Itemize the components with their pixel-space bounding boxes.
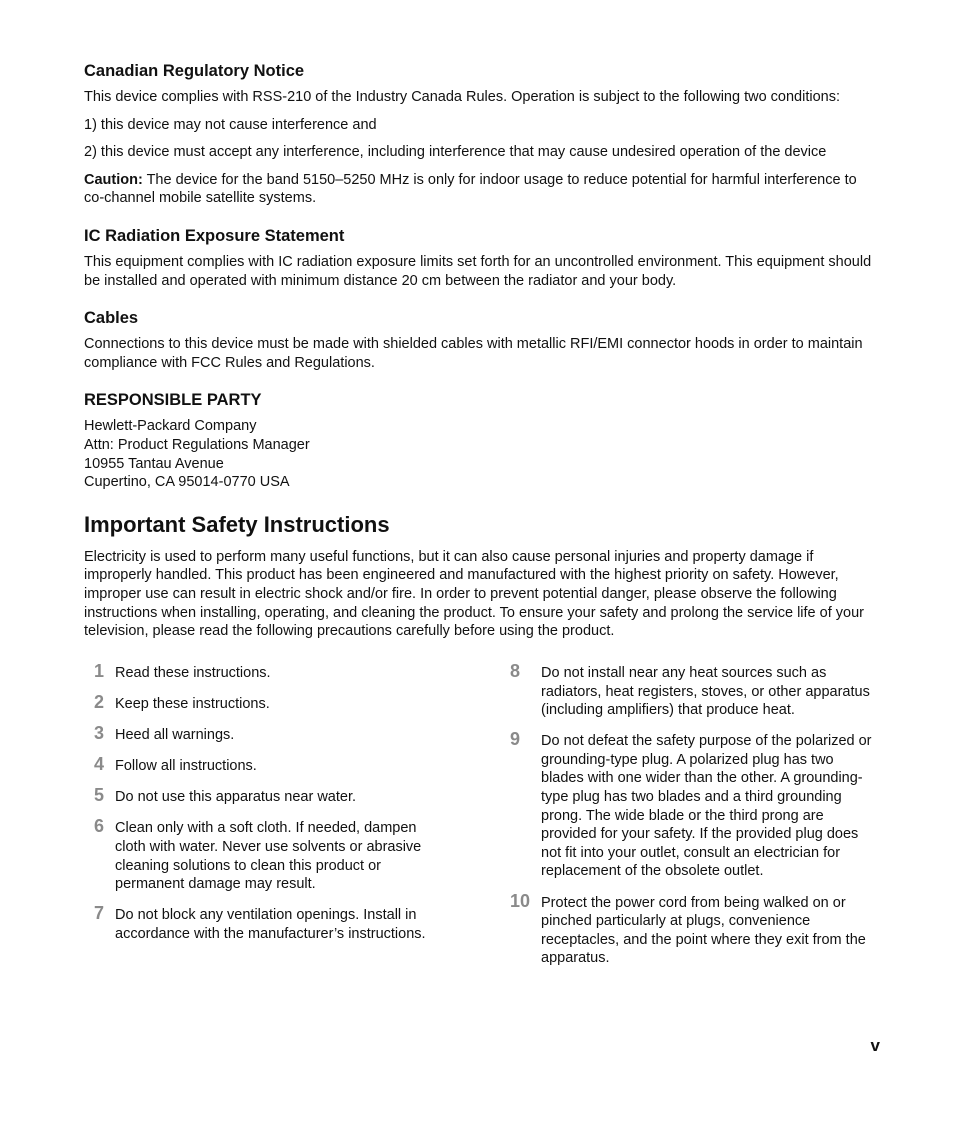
item-text: Do not use this apparatus near water. xyxy=(115,789,357,806)
item-text: Follow all instructions. xyxy=(115,758,257,775)
address-line-street: 10955 Tantau Avenue xyxy=(84,455,224,472)
item-text: Do not install near any heat sources such as radiators, heat registers, stoves, or other apparatus (including amplifiers) that produce heat. xyxy=(541,665,870,719)
item-number: 9 xyxy=(510,729,521,750)
canadian-heading: Canadian Regulatory Notice xyxy=(84,62,305,80)
page-number: v xyxy=(870,1036,880,1055)
item-number: 6 xyxy=(94,816,105,837)
list-item xyxy=(510,890,880,968)
item-text: Heed all warnings. xyxy=(115,727,235,744)
item-text: Protect the power cord from being walked on or pinched particularly at plugs, convenience receptacles, and the point where they exit from the apparatus. xyxy=(541,894,866,967)
item-text: Do not block any ventilation openings. Install in accordance with the manufacturer’s instructions. xyxy=(115,907,426,942)
item-number: 2 xyxy=(94,692,105,713)
list-item xyxy=(94,754,444,776)
canadian-paragraph-3: 2) this device must accept any interference, including interference that may cause undesired operation of the device xyxy=(84,144,827,161)
caution-text: The device for the band 5150–5250 MHz is only for indoor usage to reduce potential for harmful interference to co-channel mobile satellite systems. xyxy=(84,171,857,207)
list-item xyxy=(94,903,444,943)
caution-label: Caution: xyxy=(84,171,143,188)
safety-list-right-column xyxy=(510,661,880,980)
canadian-paragraph-1: This device complies with RSS-210 of the Industry Canada Rules. Operation is subject to the following two conditions: xyxy=(84,89,840,105)
cables-heading: Cables xyxy=(84,309,139,328)
caution-paragraph xyxy=(84,171,879,208)
list-item xyxy=(94,785,444,807)
item-number: 1 xyxy=(94,661,105,681)
item-number: 3 xyxy=(94,723,105,744)
safety-list-left-column xyxy=(94,661,444,956)
item-number: 7 xyxy=(94,903,105,924)
address-line-city: Cupertino, CA 95014-0770 USA xyxy=(84,474,290,491)
document-page xyxy=(84,60,879,650)
item-text: Do not defeat the safety purpose of the polarized or grounding-type plug. A polarized plug has two blades with one wider than the other. A grounding-type plug has two blades and a third grounding prong. The wide blade or the third prong are provided for your safety. If the provided plug does not fit into your outlet, consult an electrician for replacement of the obsolete outlet. xyxy=(541,733,872,880)
ic-heading: IC Radiation Exposure Statement xyxy=(84,226,345,245)
list-item xyxy=(510,729,880,881)
item-number: 4 xyxy=(94,754,105,775)
list-item xyxy=(94,692,444,714)
address-line-attn: Attn: Product Regulations Manager xyxy=(84,436,310,453)
address-line-company: Hewlett-Packard Company xyxy=(84,418,257,435)
ic-paragraph: This equipment complies with IC radiation exposure limits set forth for an uncontrolled environment. This equipment should be installed and operated with minimum distance 20 cm between the radiator and your body. xyxy=(84,253,872,289)
item-number: 8 xyxy=(510,661,521,681)
safety-heading: Important Safety Instructions xyxy=(84,511,390,537)
item-number: 5 xyxy=(94,785,105,806)
responsible-party-heading: RESPONSIBLE PARTY xyxy=(84,391,262,410)
item-number: 10 xyxy=(510,890,531,911)
list-item xyxy=(94,661,444,683)
item-text: Clean only with a soft cloth. If needed, dampen cloth with water. Never use solvents or abrasive cleaning solutions to clean this product or permanent damage may result. xyxy=(115,820,422,893)
cables-paragraph: Connections to this device must be made with shielded cables with metallic RFI/EMI connector hoods in order to maintain compliance with FCC Rules and Regulations. xyxy=(84,336,863,371)
item-text: Keep these instructions. xyxy=(115,696,270,713)
canadian-paragraph-2: 1) this device may not cause interference and xyxy=(84,116,377,133)
item-text: Read these instructions. xyxy=(115,665,271,681)
safety-intro: Electricity is used to perform many useful functions, but it can also cause personal injuries and property damage if improperly handled. This product has been engineered and manufactured with the highest priority on safety. However, improper use can result in electric shock and/or fire. In order to prevent potential danger, please observe the following instructions when installing, operating, and cleaning the product. To ensure your safety and prolong the service life of your television, please read the following precautions carefully before using the product. xyxy=(84,548,864,640)
list-item xyxy=(510,661,880,720)
list-item xyxy=(94,723,444,745)
list-item xyxy=(94,816,444,893)
